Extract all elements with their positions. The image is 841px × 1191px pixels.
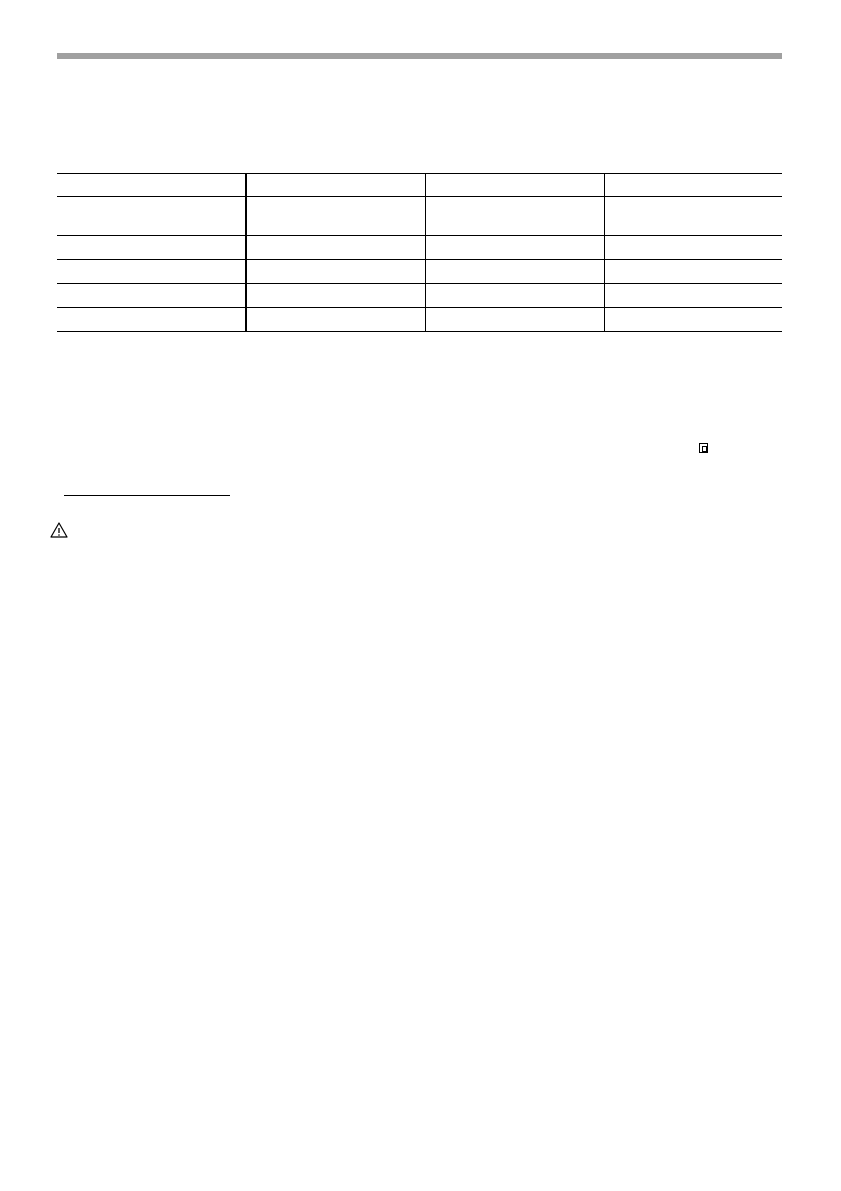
specifications-table (57, 173, 782, 332)
warning-triangle-icon (50, 522, 68, 538)
table-header-row (57, 173, 782, 197)
table-column-divider (245, 173, 247, 332)
table-column-divider (604, 173, 605, 332)
table-row (57, 236, 782, 260)
table-row (57, 260, 782, 284)
table-row (57, 308, 782, 332)
table-column-divider (425, 173, 426, 332)
table-row (57, 284, 782, 308)
table-row (57, 197, 782, 236)
header-rule (57, 53, 782, 59)
section-heading (64, 479, 230, 496)
double-insulation-icon (699, 443, 708, 453)
